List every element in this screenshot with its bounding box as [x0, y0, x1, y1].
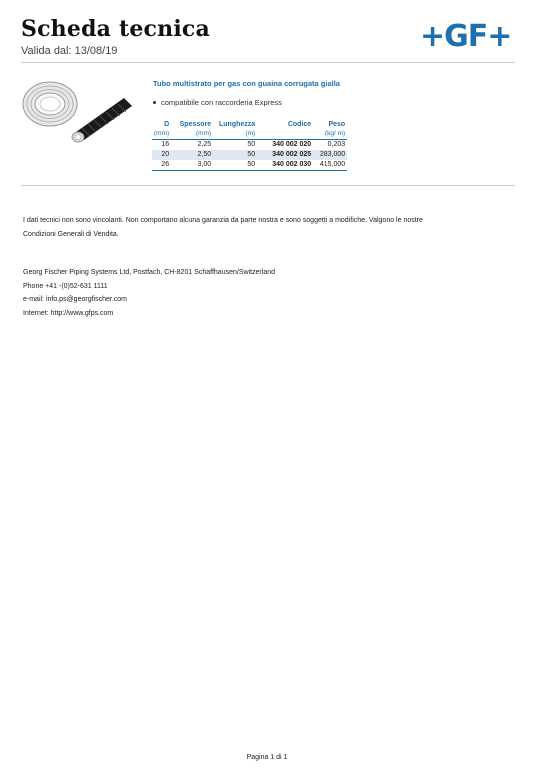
- contact-block: [23, 266, 275, 320]
- website-url: Internet: http://www.gfps.com: [23, 309, 114, 317]
- page-title: Scheda tecnica: [21, 16, 210, 42]
- phone-number: Phone +41 -(0)52-631 1111: [23, 282, 108, 290]
- feature-text: compatibile con raccorderia Express: [161, 98, 282, 107]
- valid-date: Valida dal: 13/08/19: [21, 45, 118, 57]
- gf-logo: +GF+: [420, 19, 512, 54]
- col-header-spessore: Spessore: [179, 121, 212, 128]
- cell-d: 16: [161, 141, 170, 148]
- disclaimer-line-2: Condizioni Generali di Vendita.: [23, 231, 119, 238]
- cell-d: 20: [152, 150, 171, 160]
- cell-spessore: 2,25: [197, 141, 212, 148]
- company-address: Georg Fischer Piping Systems Ltd, Postfach, CH-8201 Schaffhausen/Switzerland: [23, 269, 275, 276]
- cell-spessore: 3,00: [171, 160, 213, 171]
- product-title: Tubo multistrato per gas con guaina corrugata gialla: [153, 79, 340, 88]
- spec-table: [152, 120, 347, 171]
- table-row: [152, 150, 347, 160]
- cell-d: 26: [152, 160, 171, 171]
- cell-lunghezza: 50: [213, 160, 257, 171]
- header-divider: [21, 62, 515, 63]
- cell-codice: 340 002 030: [257, 160, 313, 171]
- col-header-codice: Codice: [287, 121, 312, 128]
- col-unit-d: (mm): [152, 129, 171, 140]
- disclaimer-line-1: I dati tecnici non sono vincolanti. Non comportano alcuna garanzia da parte nostra e sono soggetti a modifiche. Valgono le nostre: [23, 217, 423, 224]
- cell-spessore: 2,50: [171, 150, 213, 160]
- cell-peso: 415,000: [313, 160, 347, 171]
- table-row: [152, 140, 347, 151]
- product-image: [20, 74, 138, 144]
- feature-bullet: [153, 98, 282, 107]
- col-header-d: D: [164, 121, 170, 128]
- col-header-lunghezza: Lunghezza: [219, 121, 256, 128]
- email-address: e-mail: info.ps@georgfischer.com: [23, 296, 127, 303]
- col-unit-codice: [257, 129, 313, 140]
- page-number: Pagina 1 di 1: [246, 754, 288, 761]
- cell-codice: 340 002 025: [257, 150, 313, 160]
- corrugated-pipe-icon: [72, 98, 132, 142]
- col-header-peso: Peso: [328, 121, 346, 128]
- col-unit-spessore: (mm): [171, 129, 213, 140]
- bullet-icon: [153, 101, 156, 104]
- cell-peso: 283,000: [313, 150, 347, 160]
- col-unit-lunghezza: (m): [213, 129, 257, 140]
- disclaimer: [23, 214, 503, 242]
- cell-lunghezza: 50: [213, 150, 257, 160]
- section-divider: [21, 185, 515, 186]
- cell-peso: 0,203: [327, 141, 346, 148]
- cell-codice: 340 002 020: [272, 141, 312, 148]
- cell-lunghezza: 50: [247, 141, 256, 148]
- col-unit-peso: (kg/ m): [313, 129, 347, 140]
- coiled-pipe-icon: [23, 82, 77, 126]
- table-row: [152, 160, 347, 171]
